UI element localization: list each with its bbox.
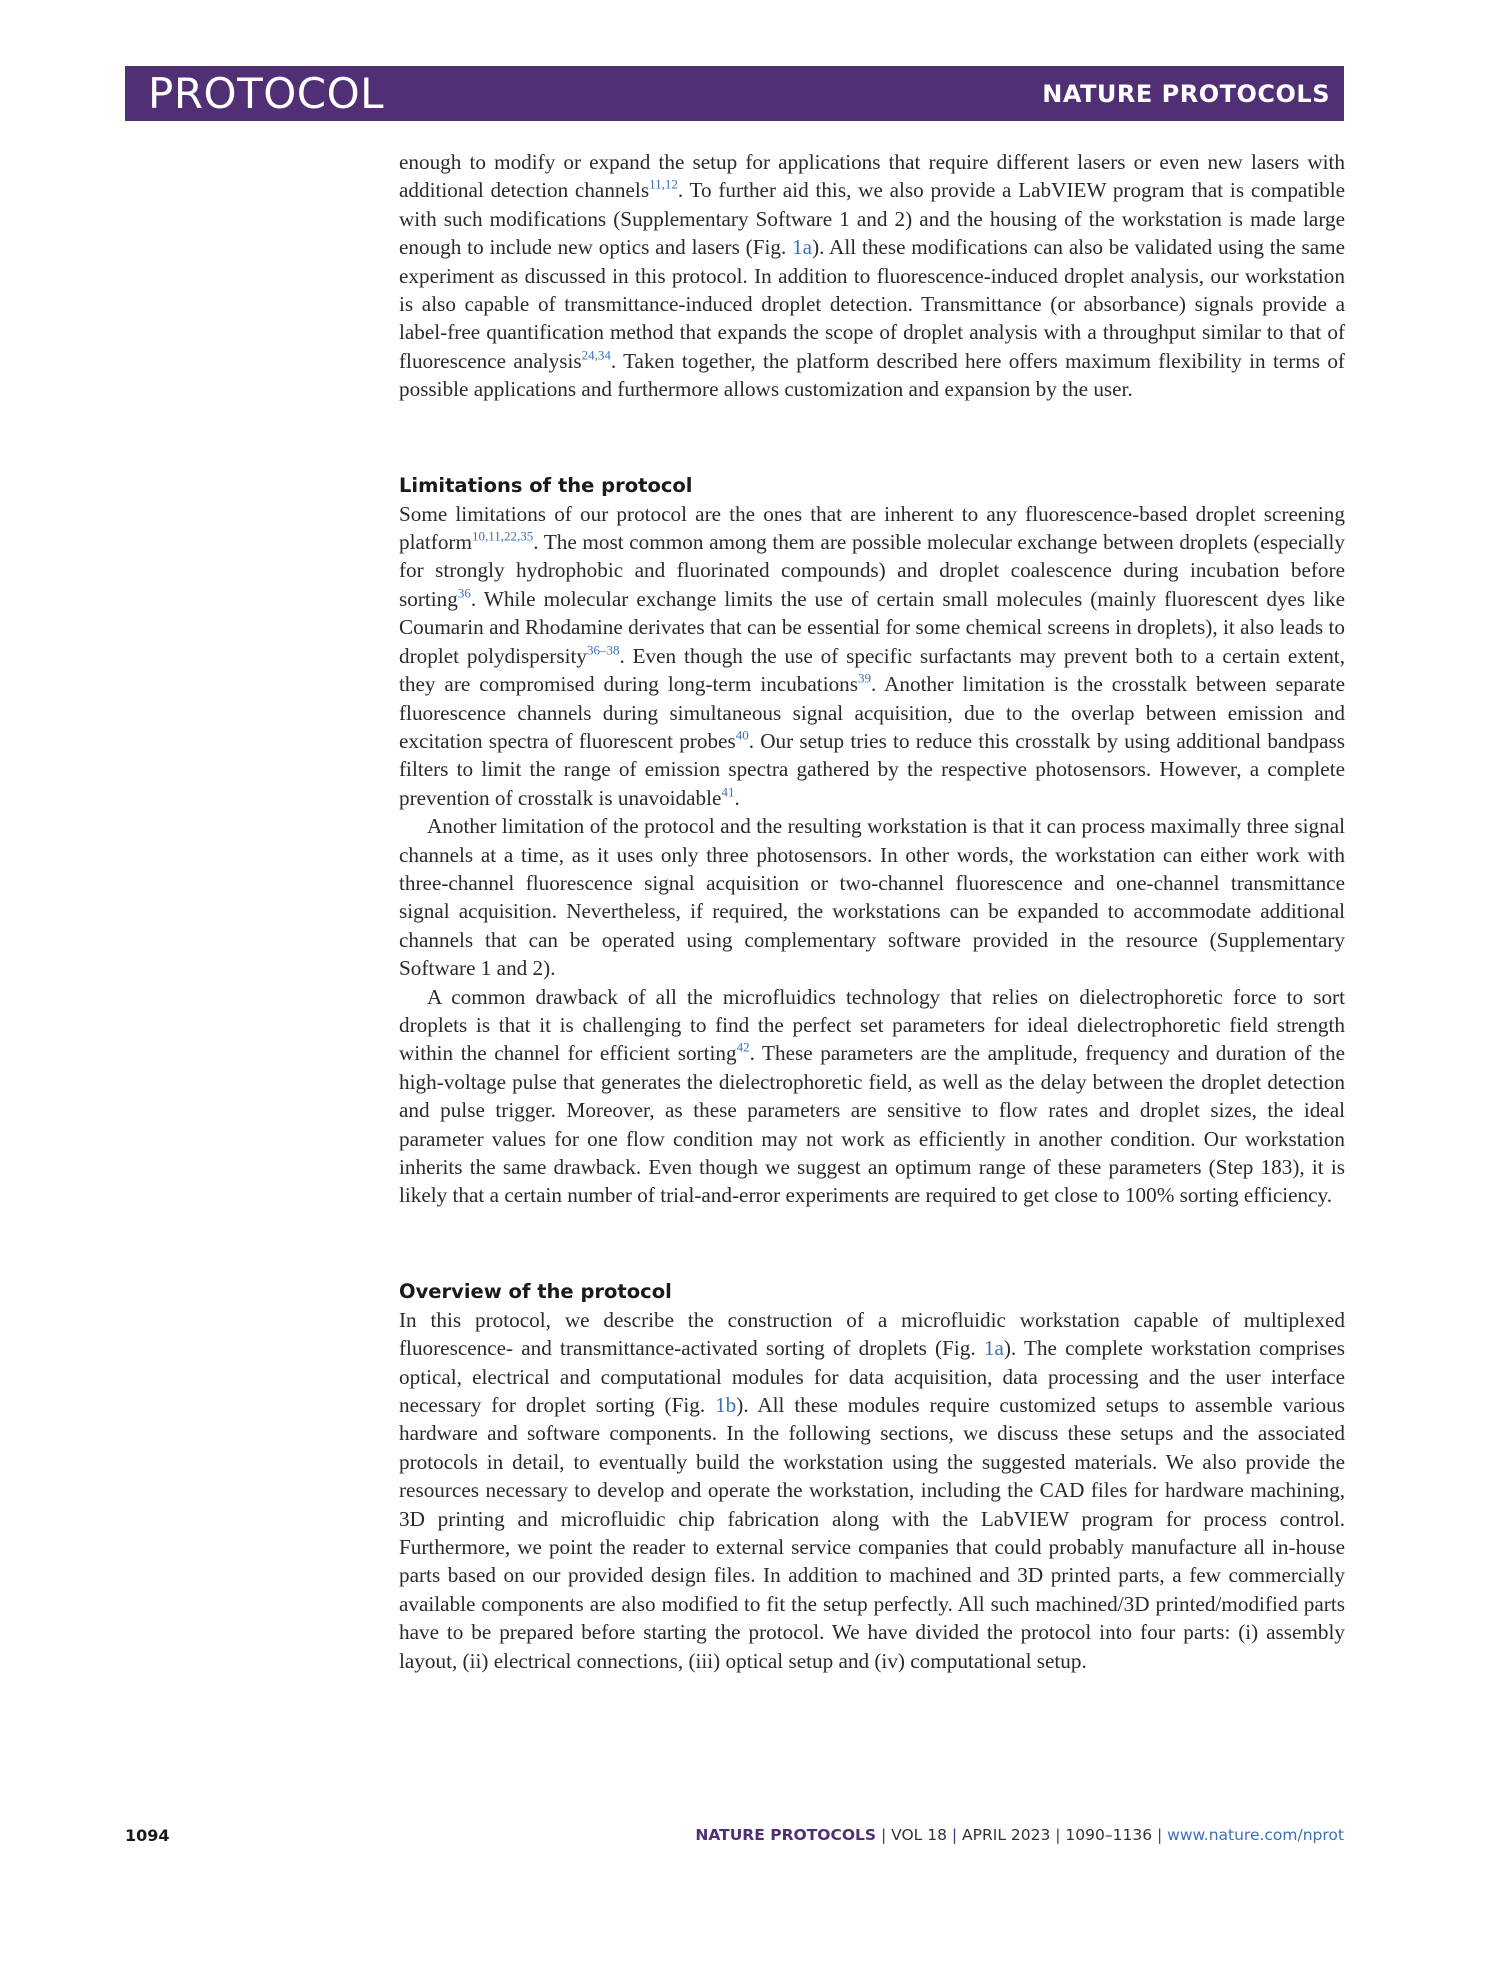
separator: | (946, 1826, 963, 1844)
header-bar (125, 66, 1344, 121)
separator: | (1050, 1826, 1066, 1844)
paragraph: A common drawback of all the microfluidics technology that relies on dielectrophoretic force to sort droplets is that it is challenging to find the perfect set parameters for ideal dielectrophoretic field strength within the channel for efficient sorting$^{42}$. These parameters are the amplitude, frequency and duration of the high-voltage pulse that generates the dielectrophoretic field, as well as the delay between the droplet detection and pulse trigger. Moreover, as these parameters are sensitive to flow rates and droplet sizes, the ideal parameter values for one flow condition may not work as efficiently in another condition. Our workstation inherits the same drawback. Even though we suggest an optimum range of these parameters (Step 183), it is likely that a certain number of trial-and-error experiments are required to get close to 100% sorting efficiency. (399, 984, 1345, 1208)
citation-link[interactable]: 36 (457, 585, 471, 601)
paragraph: enough to modify or expand the setup for applications that require different lasers or even new lasers with additional detection channels$^{11,12}$. To further aid this, we also provide a LabVIEW program that is compatible with such modifications (Supplementary Software 1 and 2) and the housing of the workstation is made large enough to include new optics and lasers (Fig. 1a). All these modifications can also be validated using the same experiment as discussed in this protocol. In addition to fluorescence-induced droplet analysis, our workstation is also capable of transmittance-induced droplet detection. Transmittance (or absorbance) signals provide a label-free quantification method that expands the scope of droplet analysis with a throughput similar to that of fluorescence analysis$^{24,34}$. Taken together, the platform described here offers maximum flexibility in terms of possible applications and furthermore allows customization and expansion by the user. (399, 150, 1345, 402)
citation-link[interactable]: 41 (721, 784, 735, 800)
citation-link[interactable]: 11,12 (649, 176, 678, 192)
citation-link[interactable]: 36–38 (586, 642, 620, 658)
footer-url-link[interactable]: www.nature.com/nprot (1167, 1826, 1344, 1844)
figure-link[interactable]: 1a (983, 1336, 1004, 1361)
paragraph: In this protocol, we describe the construction of a microfluidic workstation capable of multiplexed fluorescence- and transmittance-activated sorting of droplets (Fig. 1a). The complete workstation comprises optical, electrical and computational modules for data acquisition, data processing and the user interface necessary for droplet sorting (Fig. 1b). All these modules require customized setups to assemble various hardware and software components. In the following sections, we discuss these setups and the associated protocols in detail, to eventually build the workstation using the suggested materials. We also provide the resources necessary to develop and operate the workstation, including the CAD files for hardware machining, 3D printing and microfluidic chip fabrication along with the LabVIEW program for process control. Furthermore, we point the reader to external service companies that could probably manufacture all in-house parts based on our provided design files. In addition to machined and 3D printed parts, a few commercially available components are also modified to fit the setup perfectly. All such machined/3D printed/modified parts have to be prepared before starting the protocol. We have divided the protocol into four parts: (i) assembly layout, (ii) electrical connections, (iii) optical setup and (iv) computational setup. (399, 1307, 1345, 1673)
paragraph: Another limitation of the protocol and the resulting workstation is that it can process maximally three signal channels at a time, as it uses only three photosensors. In other words, the workstation can either work with three-channel fluorescence signal acquisition or two-channel fluorescence and one-channel transmittance signal acquisition. Nevertheless, if required, the workstations can be expanded to accommodate additional channels that can be operated using complementary software provided in the resource (Supplementary Software 1 and 2). (399, 814, 1345, 981)
separator: | (876, 1826, 892, 1844)
paragraph: Some limitations of our protocol are the ones that are inherent to any fluorescence-based droplet screening platform$^{10,11,22,35}$. The most common among them are possible molecular exchange between droplets (especially for strongly hydrophobic and fluorinated compounds) and droplet coalescence during incubation before sorting$^{36}$. While molecular exchange limits the use of certain small molecules (mainly fluorescent dyes like Coumarin and Rhodamine derivates that can be essential for some chemical screens in droplets), it also leads to droplet polydispersity$^{36-38}$. Even though the use of specific surfactants may prevent both to a certain extent, they are compromised during long-term incubations$^{39}$. Another limitation is the crosstalk between separate fluorescence channels during simultaneous signal acquisition, due to the overlap between emission and excitation spectra of fluorescent probes$^{40}$. Our setup tries to reduce this crosstalk by using additional bandpass filters to limit the range of emission spectra gathered by the respective photosensors. However, a complete prevention of crosstalk is unavoidable$^{41}$. (399, 501, 1345, 810)
citation-link[interactable]: 40 (735, 727, 749, 743)
citation-link[interactable]: 24,34 (581, 347, 611, 363)
section-label: PROTOCOL (148, 69, 385, 118)
figure-link[interactable]: 1b (715, 1393, 737, 1418)
page-number: 1094 (125, 1826, 170, 1845)
separator: | (1152, 1826, 1168, 1844)
section-heading: Overview of the protocol (399, 1279, 672, 1303)
footer-pages: 1090–1136 (1065, 1826, 1153, 1844)
section-heading: Limitations of the protocol (399, 473, 693, 497)
citation-link[interactable]: 10,11,22,35 (471, 528, 534, 544)
figure-link[interactable]: 1a (792, 235, 813, 260)
main-text-column (399, 148, 1345, 1675)
citation-link[interactable]: 39 (858, 670, 872, 686)
footer-date: APRIL 2023 (962, 1826, 1051, 1844)
journal-name: NATURE PROTOCOLS (1042, 80, 1330, 108)
footer-volume: VOL 18 (891, 1826, 947, 1844)
footer-journal: NATURE PROTOCOLS (695, 1826, 877, 1844)
citation-link[interactable]: 42 (736, 1039, 750, 1055)
footer-citation (695, 1826, 1344, 1844)
